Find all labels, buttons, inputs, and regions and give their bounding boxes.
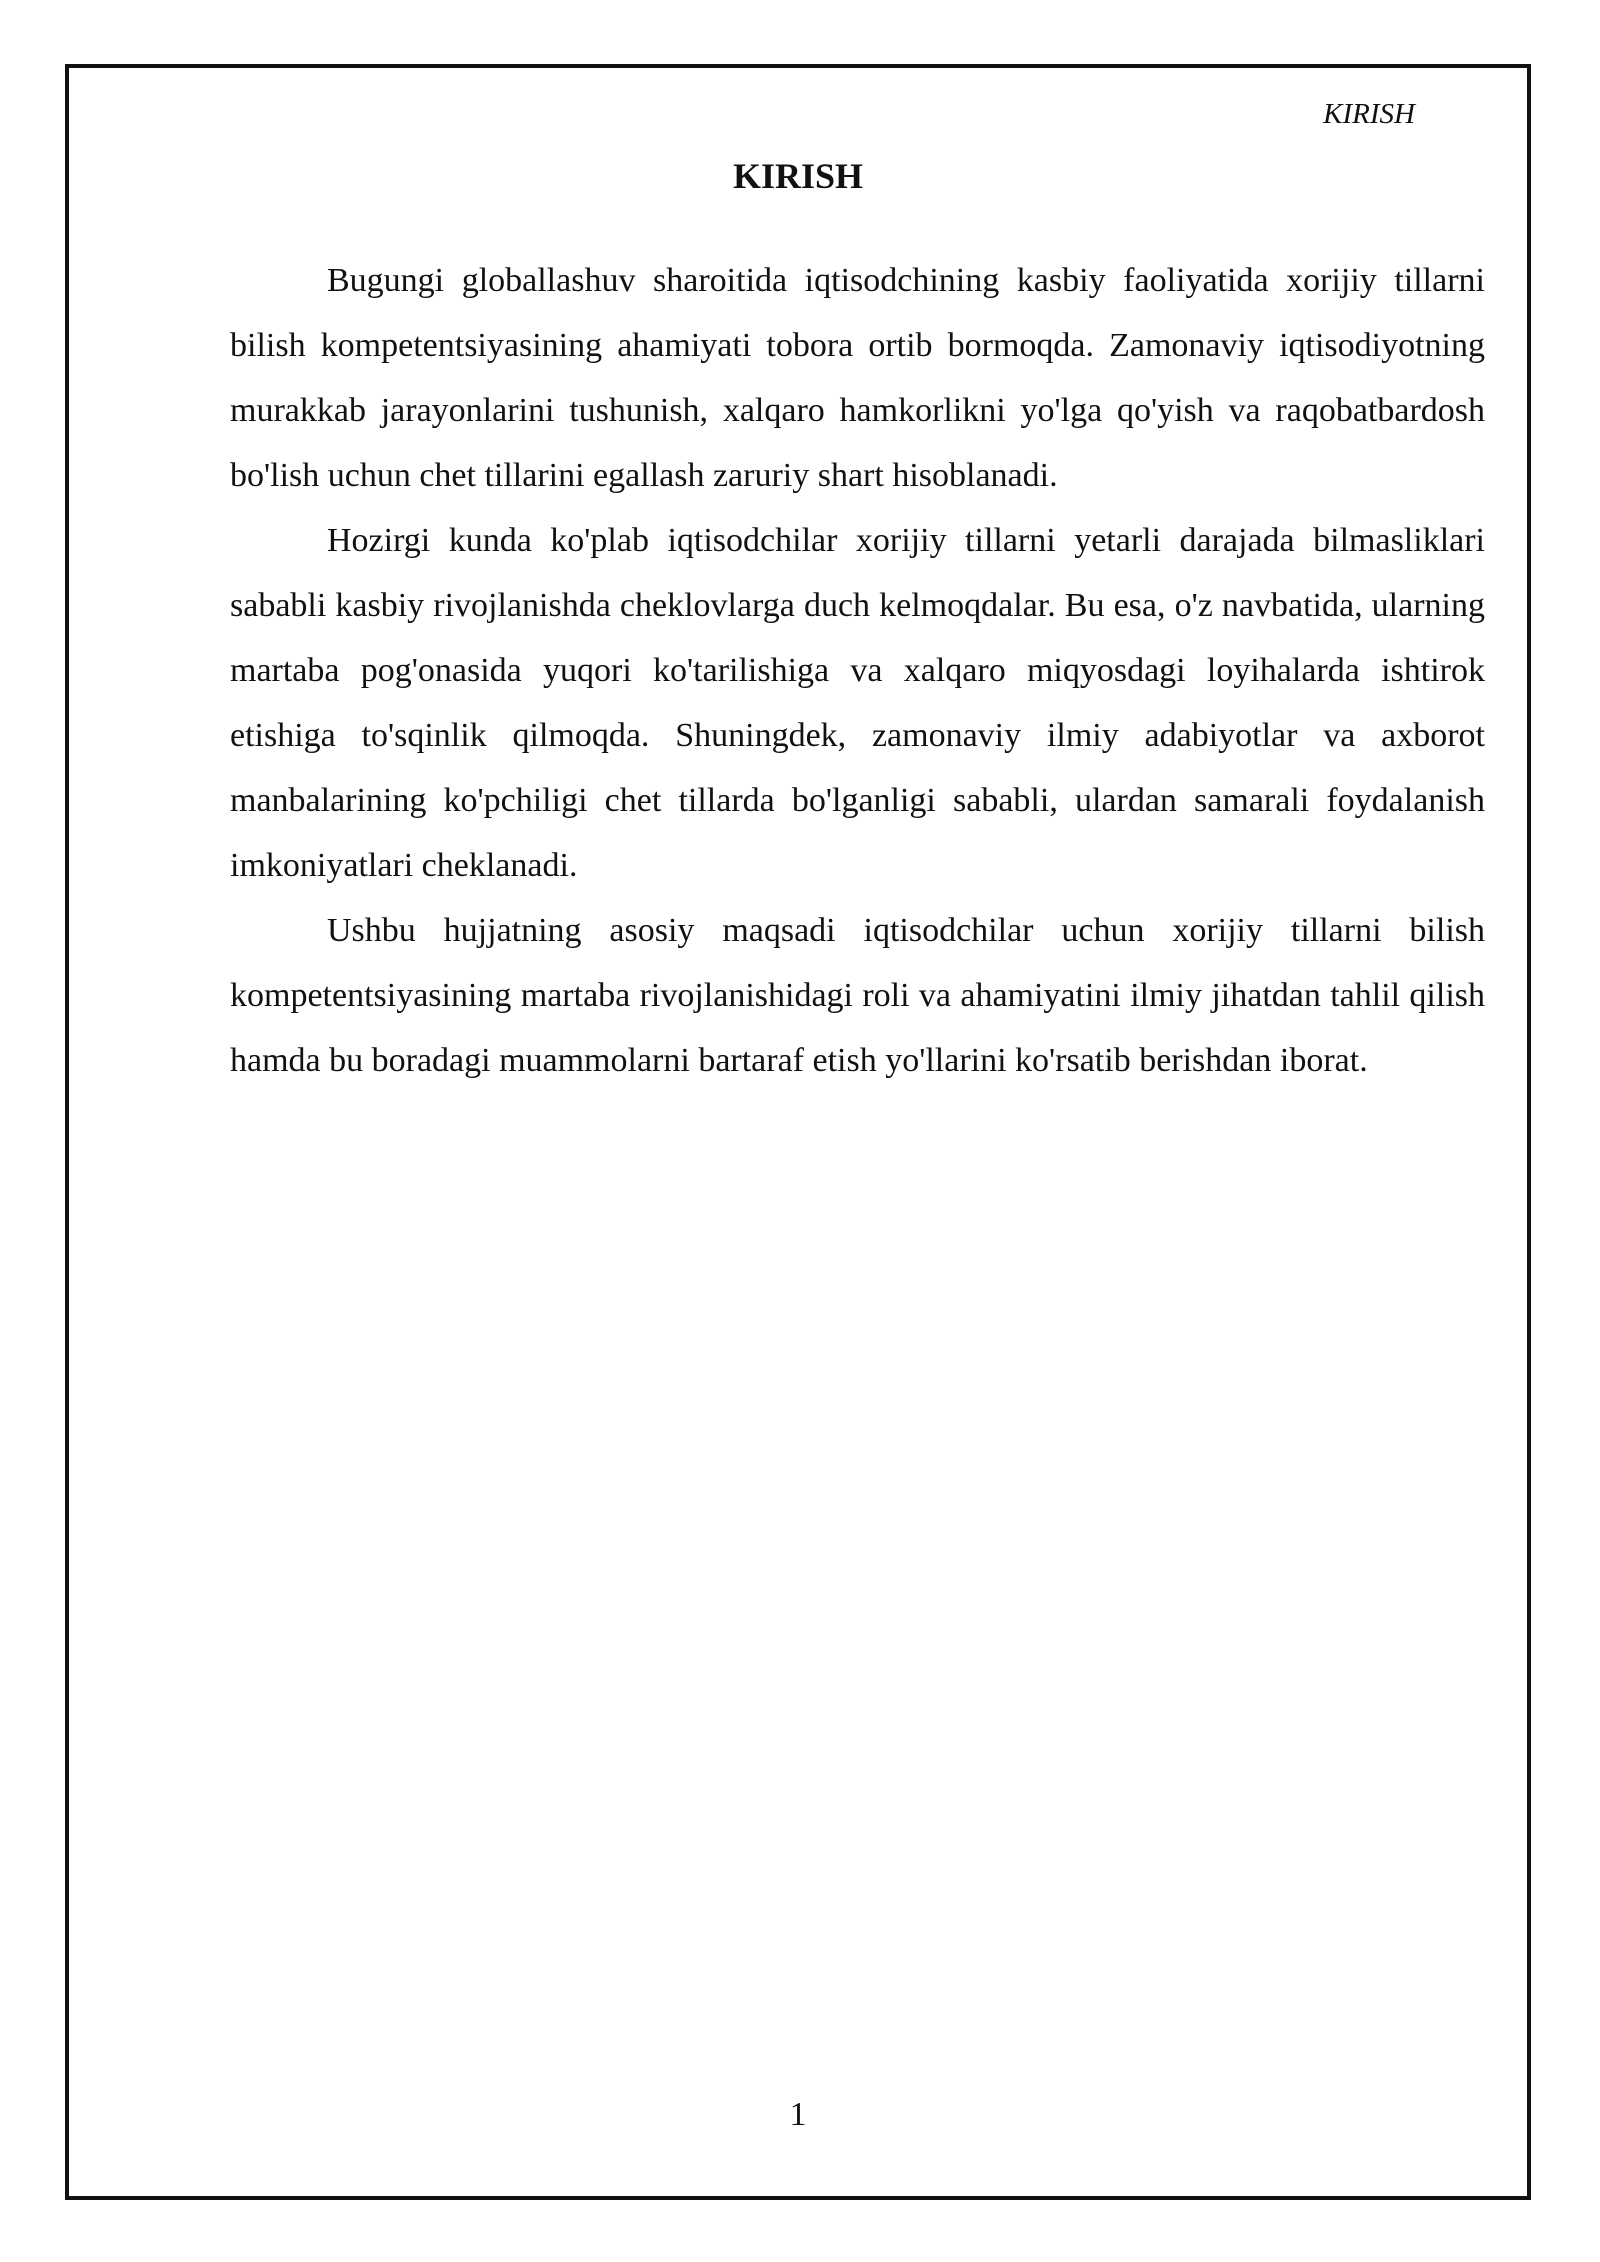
paragraph-intro: Bugungi globallashuv sharoitida iqtisodchining kasbiy faoliyatida xorijiy tillarni bilish kompetentsiyasining ahamiyati tobora ortib bormoqda. Zamonaviy iqtisodiyotning murakkab jarayonlarini tushunish, xalqaro hamkorlikni yo'lga qo'yish va raqobatbardosh bo'lish uchun chet tillarini egallash zaruriy shart hisoblanadi. <box>230 262 1485 494</box>
paragraph-goal: Ushbu hujjatning asosiy maqsadi iqtisodchilar uchun xorijiy tillarni bilish kompetentsiyasining martaba rivojlanishidagi roli va ahamiyatini ilmiy jihatdan tahlil qilish hamda bu boradagi muammolarni bartaraf etish yo'llarini ko'rsatib berishdan iborat. <box>230 912 1485 1079</box>
running-header: KIRISH <box>1323 98 1415 130</box>
document-body <box>230 248 1485 1093</box>
page-border <box>65 64 1531 2200</box>
paragraph-problem: Hozirgi kunda ko'plab iqtisodchilar xorijiy tillarni yetarli darajada bilmasliklari sababli kasbiy rivojlanishda cheklovlarga duch kelmoqdalar. Bu esa, o'z navbatida, ularning martaba pog'onasida yuqori ko'tarilishiga va xalqaro miqyosdagi loyihalarda ishtirok etishiga to'sqinlik qilmoqda. Shuningdek, zamonaviy ilmiy adabiyotlar va axborot manbalarining ko'pchiligi chet tillarda bo'lganligi sababli, ulardan samarali foydalanish imkoniyatlari cheklanadi. <box>230 522 1485 884</box>
page-title: KIRISH <box>732 156 864 196</box>
page-number: 1 <box>789 2096 807 2133</box>
